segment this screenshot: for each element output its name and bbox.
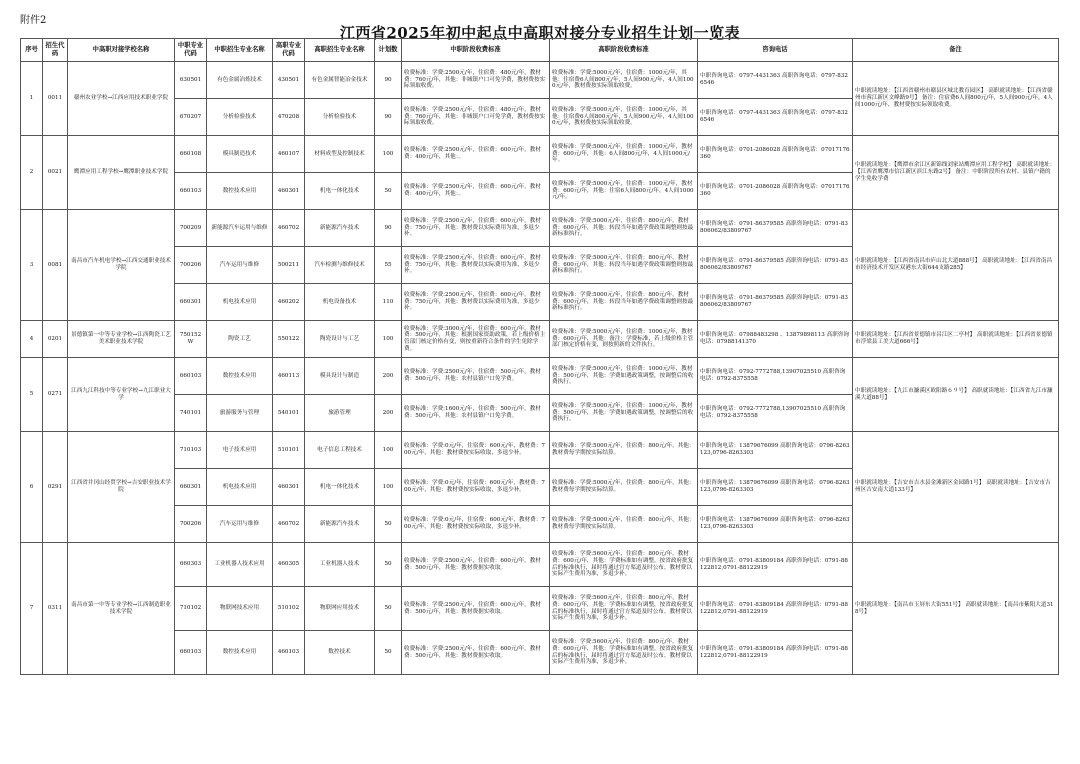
fee2-cell: 收费标准：学费:5000元/年，住宿费：800元/年，教材费：600元/年，其他：转段当年如遇学费政策调整则按最新标准执行。 [550,284,698,321]
school-name-cell: 江西九江科技中等专业学校→九江职业大学 [68,358,175,432]
hname-cell: 机电一体化技术 [305,469,375,506]
mname-cell: 新能源汽车运用与维修 [207,210,273,247]
mcode-cell: 710103 [175,432,207,469]
fee1-cell: 收费标准：学费:2500元/年，住宿费：480元/年，教材费：760元/年，其他：非城镇户口可免学费，教材费按实际领取收费。 [402,62,550,99]
mname-cell: 数控技术应用 [207,631,273,675]
table-row [21,62,1059,99]
seq-cell: 6 [21,432,43,543]
hcode-cell: 470208 [273,99,305,136]
mcode-cell: 700209 [175,210,207,247]
mcode-cell: 660303 [175,543,207,587]
header-phone: 咨询电话 [698,39,853,62]
enroll-code-cell: 0201 [43,321,68,358]
school-name-cell: 南昌市汽车机电学校→江西交通职业技术学院 [68,210,175,321]
hname-cell: 机电设备技术 [305,284,375,321]
mcode-cell: 660103 [175,173,207,210]
phone-cell: 中职咨询电话：0791-86379585 高职咨询电话：0791-83806062/83809767 [698,247,853,284]
mname-cell: 旅游服务与管理 [207,395,273,432]
mname-cell: 工业机器人技术应用 [207,543,273,587]
hname-cell: 物联网应用技术 [305,587,375,631]
fee1-cell: 收费标准：学费:2500元/年，住宿费：600元/年，教材费：400元/年，其他：。 [402,173,550,210]
mname-cell: 机电技术应用 [207,284,273,321]
note-cell: 中职就读地址：【吉安市吉水县金滩新区金园路1号】 高职就读地址：【吉安市吉州区吉安南大道133号】 [853,432,1059,543]
hcode-cell: 460305 [273,543,305,587]
plan-cell: 50 [375,587,402,631]
school-name-cell: 鹰潭应用工程学校→鹰潭职业技术学院 [68,136,175,210]
header-fee2: 高职阶段收费标准 [550,39,698,62]
plan-cell: 100 [375,136,402,173]
fee1-cell: 收费标准：学费:2500元/年，住宿费：600元/年，教材费：500元/年，其他：教材费据实收取。 [402,543,550,587]
table-row [21,543,1059,587]
header-seq: 序号 [21,39,43,62]
hcode-cell: 460301 [273,469,305,506]
hname-cell: 新能源汽车技术 [305,210,375,247]
seq-cell: 3 [21,210,43,321]
school-name-cell: 江西省井冈山经贸学校→吉安职业技术学院 [68,432,175,543]
fee2-cell: 收费标准：学费:5600元/年，住宿费：800元/年，教材费：600元/年，其他：学费标准如有调整，按省政府批复后的标准执行，届时将通过官方渠道及时公布。教材费以实际产生费用为准，多退少补。 [550,587,698,631]
hname-cell: 工业机器人技术 [305,543,375,587]
fee2-cell: 收费标准：学费:5000元/年，住宿费：1000元/年，其他：住宿费6人间800元/年，5人间900元/年，4人间1000元/年，教材费按实际领取收费。 [550,62,698,99]
fee1-cell: 收费标准：学费:2500元/年，住宿费：600元/年，教材费：750元/年，其他：教材费以实际费用为准，多退少补。 [402,247,550,284]
header-hcode: 高职专业代码 [273,39,305,62]
hcode-cell: 430501 [273,62,305,99]
mcode-cell: 660301 [175,469,207,506]
plan-cell: 200 [375,395,402,432]
phone-cell: 中职咨询电话：0701-2086028 高职咨询电话：07017176360 [698,136,853,173]
hcode-cell: 550122 [273,321,305,358]
hname-cell: 数控技术 [305,631,375,675]
seq-cell: 1 [21,62,43,136]
seq-cell: 7 [21,543,43,675]
fee1-cell: 收费标准：学费:2500元/年，住宿费：500元/年，教材费：500元/年，其他：农村县镇户口免学费。 [402,358,550,395]
fee1-cell: 收费标准：学费:0元/年，住宿费：600元/年，教材费：700元/年，其他：教材费按实际收取，多退少补。 [402,469,550,506]
header-plan: 计划数 [375,39,402,62]
fee1-cell: 收费标准：学费:0元/年，住宿费：600元/年，教材费：700元/年，其他：教材费按实际收取，多退少补。 [402,432,550,469]
school-name-cell: 赣州农业学校→江西应用技术职业学院 [68,62,175,136]
fee1-cell: 收费标准：学费:2500元/年，住宿费：600元/年，教材费：750元/年，其他：教材费以实际费用为准，多退少补。 [402,284,550,321]
mname-cell: 数控技术应用 [207,358,273,395]
header-row [21,39,1059,62]
table-row [21,136,1059,173]
hcode-cell: 510101 [273,432,305,469]
school-name-cell: 南昌市第一中等专业学校→江西制造职业技术学院 [68,543,175,675]
hcode-cell: 500211 [273,247,305,284]
phone-cell: 中职咨询电话：13879676099 高职咨询电话：0796-8263123,0796-8263303 [698,469,853,506]
plan-cell: 50 [375,506,402,543]
header-code: 招生代码 [43,39,68,62]
phone-cell: 中职咨询电话：0797-4431363 高职咨询电话：0797-8326546 [698,99,853,136]
fee2-cell: 收费标准：学费:5000元/年，住宿费：1000元/年，教材费：600元/年，其他：备注：学费标准，若上级价格主管部门核定价格有变，则按照新的文件执行。 [550,321,698,358]
mcode-cell: 710102 [175,587,207,631]
hcode-cell: 460202 [273,284,305,321]
note-cell: 中职就读地址：【南昌市玉屏东大街551号】 高职就读地址：【南昌市紫阳大道318号】 [853,543,1059,675]
hcode-cell: 460702 [273,506,305,543]
fee2-cell: 收费标准：学费:5000元/年，住宿费：1000元/年，其他：住宿费6人间800元/年，5人间900元/年，4人间1000元/年，教材费按实际领取收费。 [550,99,698,136]
phone-cell: 中职咨询电话：07988483298 、13879898113 高职咨询电话：07988141370 [698,321,853,358]
mname-cell: 数控技术应用 [207,173,273,210]
phone-cell: 中职咨询电话：0791-86379585 高职咨询电话：0791-83806062/83809767 [698,210,853,247]
fee2-cell: 收费标准：学费:5000元/年，住宿费：1000元/年，教材费：600元/年，其他：住宿6人间800元/年，4人间1000元/年。 [550,173,698,210]
mcode-cell: 670207 [175,99,207,136]
mcode-cell: 630501 [175,62,207,99]
phone-cell: 中职咨询电话：0792-7772788,13907025510 高职咨询电话：0792-8375558 [698,358,853,395]
fee1-cell: 收费标准：学费:2500元/年，住宿费：600元/年，教材费：500元/年，其他：教材费据实收取。 [402,631,550,675]
table-row [21,321,1059,358]
mname-cell: 电子技术应用 [207,432,273,469]
table-row [21,358,1059,395]
attachment-label: 附件2 [20,15,47,26]
note-cell: 中职就读地址：【江西省景德镇市昌江区二亭村】 高职就读地址：【江西省景德镇市浮梁县工美大道666号】 [853,321,1059,358]
fee2-cell: 收费标准：学费:5000元/年，住宿费：1000元/年，教材费：500元/年，其他：学费如遇政策调整，按调整后的收费执行。 [550,395,698,432]
header-mcode: 中职专业代码 [175,39,207,62]
mcode-cell: 660301 [175,284,207,321]
phone-cell: 中职咨询电话：13879676099 高职咨询电话：0796-8263123,0796-8263303 [698,432,853,469]
mname-cell: 有色金属冶炼技术 [207,62,273,99]
hname-cell: 材料成型及控制技术 [305,136,375,173]
fee2-cell: 收费标准：学费:5000元/年，住宿费：800元/年，其他：教材费每学期按实际结算。 [550,506,698,543]
fee2-cell: 收费标准：学费:5000元/年，住宿费：800元/年，教材费：600元/年，其他：转段当年如遇学费政策调整则按最新标准执行。 [550,247,698,284]
hcode-cell: 460103 [273,631,305,675]
fee1-cell: 收费标准：学费:2500元/年，住宿费：480元/年，教材费：760元/年，其他：非城镇户口可免学费，教材费按实际领取收费。 [402,99,550,136]
document-title: 江西省2025年初中起点中高职对接分专业招生计划一览表 [339,24,741,42]
hname-cell: 电子信息工程技术 [305,432,375,469]
enroll-code-cell: 0311 [43,543,68,675]
table-body [21,62,1059,675]
phone-cell: 中职咨询电话：0797-4431363 高职咨询电话：0797-8326546 [698,62,853,99]
mname-cell: 汽车运用与维修 [207,506,273,543]
hname-cell: 有色金属智能冶金技术 [305,62,375,99]
plan-cell: 100 [375,469,402,506]
note-cell: 中职就读地址：【九江市濂溪区欧阳路６９号】 高职就读地址：【江西省九江市濂溪大道88号】 [853,358,1059,432]
seq-cell: 5 [21,358,43,432]
mcode-cell: 750152W [175,321,207,358]
mcode-cell: 660108 [175,136,207,173]
hcode-cell: 460702 [273,210,305,247]
header-school: 中高职对接学校名称 [68,39,175,62]
plan-cell: 110 [375,284,402,321]
mcode-cell: 740101 [175,395,207,432]
note-cell: 中职就读地址：【鹰潭市余江区新锦线刘家站鹰潭应用工程学校】 高职就读地址：【江西省鹰潭市信江新区滨江东路2号】 备注：中职阶段所有农村、县镇户籍的学生免收学费 [853,136,1059,210]
hname-cell: 陶瓷设计与工艺 [305,321,375,358]
phone-cell: 中职咨询电话：0791-83809184 高职咨询电话：0791-88122812,0791-88122919 [698,543,853,587]
hcode-cell: 460301 [273,173,305,210]
phone-cell: 中职咨询电话：13879676099 高职咨询电话：0796-8263123,0796-8263303 [698,506,853,543]
hname-cell: 旅游管理 [305,395,375,432]
hname-cell: 分析检验技术 [305,99,375,136]
plan-cell: 100 [375,321,402,358]
note-cell: 中职就读地址：【江西省南昌市庐山北大道888号】 高职就读地址：【江西省南昌市经济技术开发区双港东大街644支路285】 [853,210,1059,321]
mcode-cell: 700206 [175,247,207,284]
mname-cell: 物联网技术应用 [207,587,273,631]
plan-cell: 90 [375,99,402,136]
fee1-cell: 收费标准：学费:2500元/年，住宿费：600元/年，教材费：750元/年，其他：教材费以实际费用为准，多退少补。 [402,210,550,247]
plan-cell: 90 [375,210,402,247]
phone-cell: 中职咨询电话：0791-86379585 高职咨询电话：0791-83806062/83809767 [698,284,853,321]
enroll-code-cell: 0291 [43,432,68,543]
fee2-cell: 收费标准：学费:5000元/年，住宿费：1000元/年，教材费：500元/年，其他：学费如遇政策调整，按调整后的收费执行。 [550,358,698,395]
fee1-cell: 收费标准：学费:3000元/年，住宿费：600元/年，教材费：500元/年，其他：根据国家资助政策，若上级价格主管部门核定价格有变，则按重新符合条件的学生免除学费。 [402,321,550,358]
fee2-cell: 收费标准：学费:5000元/年，住宿费：800元/年，教材费：600元/年，其他：转段当年如遇学费政策调整则按最新标准执行。 [550,210,698,247]
fee2-cell: 收费标准：学费:5000元/年，住宿费：1000元/年，教材费：600元/年，其他：6人间800元/年，4人间1000元/年。 [550,136,698,173]
hcode-cell: 510102 [273,587,305,631]
hcode-cell: 540101 [273,395,305,432]
header-fee1: 中职阶段收费标准 [402,39,550,62]
hname-cell: 机电一体化技术 [305,173,375,210]
enroll-code-cell: 0081 [43,210,68,321]
mcode-cell: 660103 [175,631,207,675]
seq-cell: 2 [21,136,43,210]
plan-cell: 100 [375,432,402,469]
fee1-cell: 收费标准：学费:2500元/年，住宿费：600元/年，教材费：400元/年，其他：。 [402,136,550,173]
mname-cell: 模具制造技术 [207,136,273,173]
enroll-code-cell: 0021 [43,136,68,210]
plan-cell: 90 [375,62,402,99]
phone-cell: 中职咨询电话：0791-83809184 高职咨询电话：0791-88122812,0791-88122919 [698,587,853,631]
fee2-cell: 收费标准：学费:5600元/年，住宿费：800元/年，教材费：600元/年，其他：学费标准如有调整，按省政府批复后的标准执行，届时将通过官方渠道及时公布。教材费以实际产生费用为准，多退少补。 [550,631,698,675]
enroll-code-cell: 0011 [43,62,68,136]
fee2-cell: 收费标准：学费:5000元/年，住宿费：800元/年，其他：教材费每学期按实际结算。 [550,469,698,506]
phone-cell: 中职咨询电话：0701-2086028 高职咨询电话：07017176360 [698,173,853,210]
fee2-cell: 收费标准：学费:5000元/年，住宿费：800元/年，其他：教材费每学期按实际结算。 [550,432,698,469]
plan-cell: 50 [375,631,402,675]
mcode-cell: 700206 [175,506,207,543]
hname-cell: 汽车检测与维修技术 [305,247,375,284]
school-name-cell: 景德镇第一中等专业学校→江西陶瓷工艺美术职业技术学院 [68,321,175,358]
fee1-cell: 收费标准：学费:1600元/年，住宿费：500元/年，教材费：500元/年，其他：农村县镇户口免学费。 [402,395,550,432]
fee2-cell: 收费标准：学费:5600元/年，住宿费：800元/年，教材费：600元/年，其他：学费标准如有调整，按省政府批复后的标准执行，届时将通过官方渠道及时公布。教材费以实际产生费用为准，多退少补。 [550,543,698,587]
table-row [21,432,1059,469]
mcode-cell: 660103 [175,358,207,395]
enroll-code-cell: 0271 [43,358,68,432]
hcode-cell: 460107 [273,136,305,173]
plan-cell: 50 [375,543,402,587]
fee1-cell: 收费标准：学费:2500元/年，住宿费：600元/年，教材费：500元/年，其他：教材费据实收取。 [402,587,550,631]
mname-cell: 陶瓷工艺 [207,321,273,358]
mname-cell: 分析检验技术 [207,99,273,136]
note-cell: 中职就读地址：【江西省赣州市赣县区城北教育园区】 高职就读地址：【江西省赣州市蓉江新区文峰路9号】 备注：住宿费6人间800元/年，5人间900元/年，4人间1000元/年，教材费按实际领取收费。 [853,62,1059,136]
phone-cell: 中职咨询电话：0792-7772788,13907025510 高职咨询电话：0792-8375558 [698,395,853,432]
fee1-cell: 收费标准：学费:0元/年，住宿费：600元/年，教材费：700元/年，其他：教材费按实际收取，多退少补。 [402,506,550,543]
phone-cell: 中职咨询电话：0791-83809184 高职咨询电话：0791-88122812,0791-88122919 [698,631,853,675]
header-mname: 中职招生专业名称 [207,39,273,62]
hname-cell: 模具设计与制造 [305,358,375,395]
mname-cell: 机电技术应用 [207,469,273,506]
hname-cell: 新能源汽车技术 [305,506,375,543]
table-row [21,210,1059,247]
header-hname: 高职招生专业名称 [305,39,375,62]
plan-cell: 200 [375,358,402,395]
enrollment-plan-table [20,38,1059,675]
hcode-cell: 460113 [273,358,305,395]
seq-cell: 4 [21,321,43,358]
plan-cell: 55 [375,247,402,284]
plan-cell: 50 [375,173,402,210]
mname-cell: 汽车运用与维修 [207,247,273,284]
header-note: 备注 [853,39,1059,62]
